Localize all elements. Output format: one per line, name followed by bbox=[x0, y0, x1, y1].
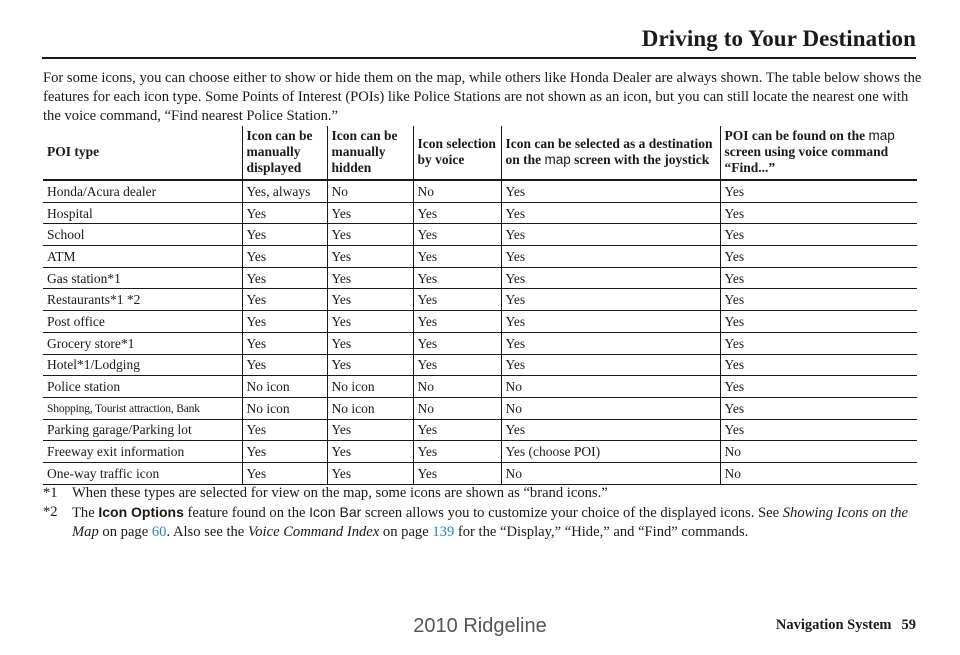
table-row bbox=[43, 311, 917, 333]
cell-voice: Yes bbox=[413, 441, 501, 463]
table-row bbox=[43, 267, 917, 289]
cell-find: No bbox=[720, 441, 917, 463]
cell-find: Yes bbox=[720, 224, 917, 246]
cell-hidden: Yes bbox=[327, 267, 413, 289]
cell-hidden: Yes bbox=[327, 354, 413, 376]
header-poi-type: POI type bbox=[43, 126, 242, 180]
cell-find: Yes bbox=[720, 246, 917, 268]
cell-joystick: No bbox=[501, 462, 720, 484]
cell-voice: Yes bbox=[413, 354, 501, 376]
cell-poi-type: Freeway exit information bbox=[43, 441, 242, 463]
table-row bbox=[43, 180, 917, 202]
table-row bbox=[43, 246, 917, 268]
cell-poi-type: Hospital bbox=[43, 202, 242, 224]
cell-find: Yes bbox=[720, 397, 917, 419]
cell-joystick: Yes bbox=[501, 354, 720, 376]
cell-displayed: Yes bbox=[242, 311, 327, 333]
cell-voice: Yes bbox=[413, 202, 501, 224]
cell-joystick: Yes bbox=[501, 180, 720, 202]
cell-poi-type: Grocery store*1 bbox=[43, 332, 242, 354]
cell-displayed: Yes bbox=[242, 419, 327, 441]
cell-displayed: Yes bbox=[242, 462, 327, 484]
cell-joystick: Yes bbox=[501, 289, 720, 311]
cell-poi-type: One-way traffic icon bbox=[43, 462, 242, 484]
cell-voice: Yes bbox=[413, 419, 501, 441]
cell-displayed: Yes bbox=[242, 267, 327, 289]
watermark: 2010 Ridgeline bbox=[413, 615, 547, 637]
cell-displayed: Yes bbox=[242, 202, 327, 224]
cell-hidden: Yes bbox=[327, 311, 413, 333]
table-row bbox=[43, 397, 917, 419]
icon-options-term: Icon Options bbox=[98, 504, 184, 520]
table-row bbox=[43, 224, 917, 246]
cell-poi-type: Post office bbox=[43, 311, 242, 333]
cell-joystick: Yes bbox=[501, 267, 720, 289]
cell-hidden: No icon bbox=[327, 376, 413, 398]
cell-joystick: Yes bbox=[501, 224, 720, 246]
voice-command-index-ref: Voice Command Index bbox=[247, 524, 380, 540]
cell-joystick: Yes bbox=[501, 419, 720, 441]
cell-find: Yes bbox=[720, 289, 917, 311]
cell-hidden: Yes bbox=[327, 332, 413, 354]
cell-joystick: Yes bbox=[501, 311, 720, 333]
cell-find: Yes bbox=[720, 202, 917, 224]
cell-poi-type: Police station bbox=[43, 376, 242, 398]
cell-hidden: Yes bbox=[327, 441, 413, 463]
cell-find: Yes bbox=[720, 354, 917, 376]
cell-hidden: Yes bbox=[327, 419, 413, 441]
poi-features-table bbox=[43, 126, 917, 485]
cell-voice: Yes bbox=[413, 246, 501, 268]
table-row bbox=[43, 289, 917, 311]
cell-joystick: Yes bbox=[501, 332, 720, 354]
footnotes bbox=[43, 484, 923, 542]
cell-displayed: Yes bbox=[242, 354, 327, 376]
cell-hidden: Yes bbox=[327, 462, 413, 484]
table-row bbox=[43, 376, 917, 398]
header-displayed: Icon can be manually displayed bbox=[242, 126, 327, 180]
cell-hidden: Yes bbox=[327, 202, 413, 224]
table-row bbox=[43, 441, 917, 463]
cell-displayed: Yes bbox=[242, 246, 327, 268]
cell-voice: No bbox=[413, 397, 501, 419]
footnote-2: *2 The Icon Options feature found on the Icon Bar screen allows you to customize your choice of the displayed icons. See Showing Icons on the Map on page 60. Also see the Voice Command Index on page 139 for the “Display,” “Hide,” and “Find” commands. bbox=[43, 504, 909, 540]
cell-hidden: Yes bbox=[327, 246, 413, 268]
cell-poi-type: ATM bbox=[43, 246, 242, 268]
cell-voice: Yes bbox=[413, 224, 501, 246]
cell-poi-type: Honda/Acura dealer bbox=[43, 180, 242, 202]
cell-find: Yes bbox=[720, 419, 917, 441]
cell-poi-type: Shopping, Tourist attraction, Bank bbox=[43, 397, 242, 419]
intro-paragraph: For some icons, you can choose either to show or hide them on the map, while others like Honda Dealer are always shown. The table below shows the features for each icon type. Some Points of Interest (POIs) like Police Stations are not shown as an icon, but you can still locate the nearest one with the voice command, “Find nearest Police Station.” bbox=[43, 70, 922, 124]
cell-voice: Yes bbox=[413, 311, 501, 333]
cell-voice: Yes bbox=[413, 462, 501, 484]
table-row bbox=[43, 354, 917, 376]
cell-hidden: Yes bbox=[327, 224, 413, 246]
icon-bar-term: Icon Bar bbox=[309, 504, 362, 520]
cell-displayed: No icon bbox=[242, 397, 327, 419]
cell-find: Yes bbox=[720, 267, 917, 289]
title-rule bbox=[42, 57, 916, 59]
header-joystick: Icon can be selected as a destination on the map screen with the joystick bbox=[501, 126, 720, 180]
footnote-1 bbox=[43, 484, 923, 503]
cell-displayed: Yes, always bbox=[242, 180, 327, 202]
footnote-mark: *2 bbox=[43, 504, 58, 520]
cell-displayed: Yes bbox=[242, 289, 327, 311]
page-title: Driving to Your Destination bbox=[641, 26, 916, 51]
cell-poi-type: Restaurants*1 *2 bbox=[43, 289, 242, 311]
cell-find: Yes bbox=[720, 180, 917, 202]
cell-joystick: No bbox=[501, 397, 720, 419]
footnote-text: When these types are selected for view on the map, some icons are shown as “brand icons.” bbox=[72, 485, 608, 501]
cell-voice: Yes bbox=[413, 289, 501, 311]
cell-poi-type: Hotel*1/Lodging bbox=[43, 354, 242, 376]
cell-hidden: No icon bbox=[327, 397, 413, 419]
footnote-mark: *1 bbox=[43, 485, 58, 501]
cell-voice: Yes bbox=[413, 267, 501, 289]
table-row bbox=[43, 332, 917, 354]
cell-joystick: No bbox=[501, 376, 720, 398]
cell-hidden: No bbox=[327, 180, 413, 202]
page-number: 59 bbox=[901, 617, 916, 633]
cell-voice: No bbox=[413, 180, 501, 202]
cell-voice: Yes bbox=[413, 332, 501, 354]
cell-hidden: Yes bbox=[327, 289, 413, 311]
cell-joystick: Yes bbox=[501, 202, 720, 224]
cell-displayed: Yes bbox=[242, 441, 327, 463]
header-voice: Icon selection by voice bbox=[413, 126, 501, 180]
cell-joystick: Yes bbox=[501, 246, 720, 268]
cell-find: Yes bbox=[720, 376, 917, 398]
page-60-link[interactable]: 60 bbox=[151, 524, 167, 540]
table-row bbox=[43, 202, 917, 224]
cell-find: No bbox=[720, 462, 917, 484]
showing-icons-ref: Showing Icons on the Map bbox=[72, 505, 909, 540]
cell-displayed: Yes bbox=[242, 224, 327, 246]
table-row bbox=[43, 462, 917, 484]
header-hidden: Icon can be manually hidden bbox=[327, 126, 413, 180]
cell-joystick: Yes (choose POI) bbox=[501, 441, 720, 463]
header-find: POI can be found on the map screen using voice command “Find...” bbox=[720, 126, 917, 180]
page-139-link[interactable]: 139 bbox=[432, 524, 455, 540]
cell-poi-type: Parking garage/Parking lot bbox=[43, 419, 242, 441]
cell-displayed: No icon bbox=[242, 376, 327, 398]
cell-poi-type: School bbox=[43, 224, 242, 246]
footer-section: Navigation System bbox=[775, 617, 892, 633]
cell-displayed: Yes bbox=[242, 332, 327, 354]
table-row bbox=[43, 419, 917, 441]
cell-poi-type: Gas station*1 bbox=[43, 267, 242, 289]
cell-find: Yes bbox=[720, 332, 917, 354]
cell-find: Yes bbox=[720, 311, 917, 333]
intro-text bbox=[43, 69, 923, 126]
table-header-row bbox=[43, 126, 917, 180]
cell-voice: No bbox=[413, 376, 501, 398]
